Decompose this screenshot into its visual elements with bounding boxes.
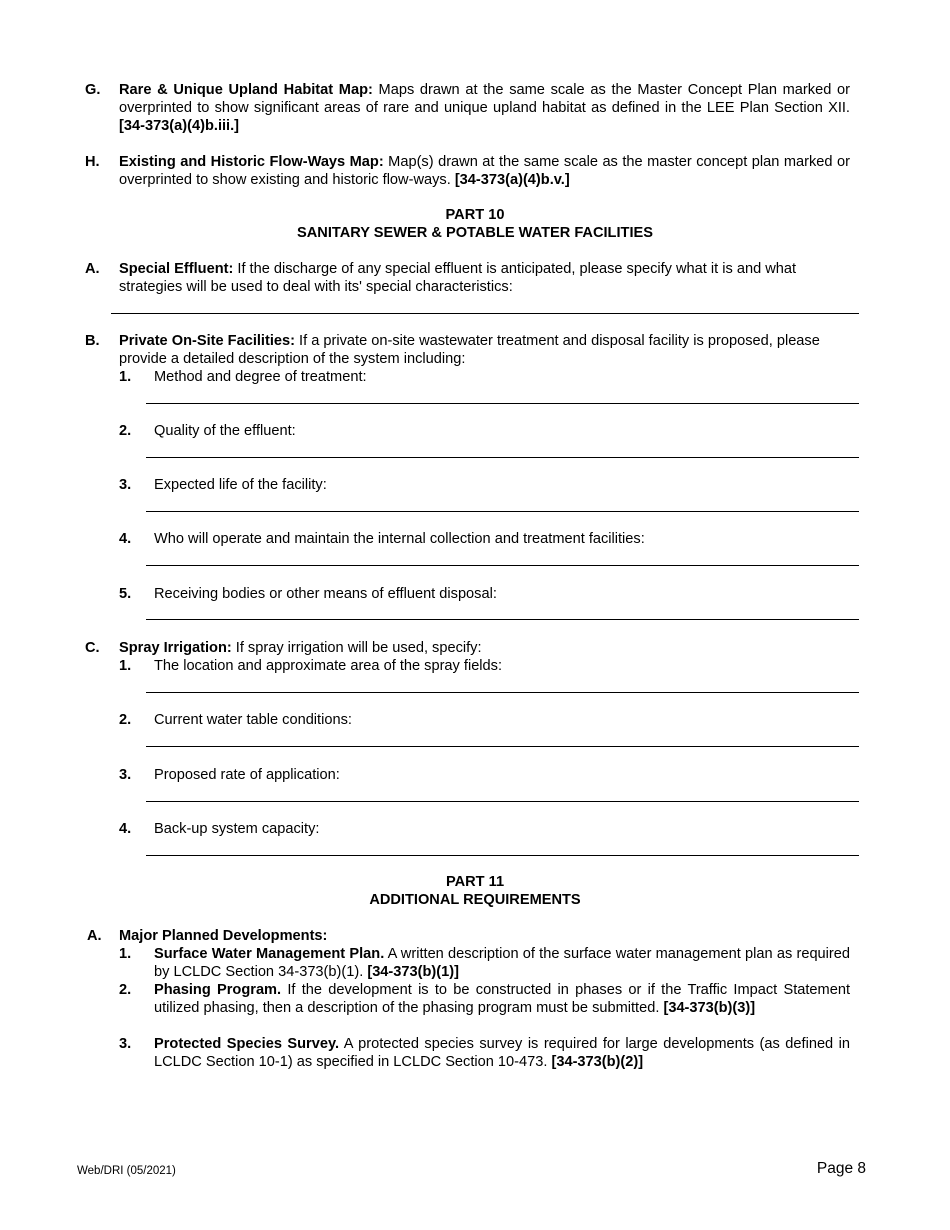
part10-b-item-text: Quality of the effluent: bbox=[154, 423, 296, 439]
section-g-letter: G. bbox=[85, 82, 101, 98]
part10-c-item-num: 1. bbox=[119, 658, 132, 674]
part10-c-item-num: 2. bbox=[119, 712, 132, 728]
section-g-body: Maps drawn at the same scale as the Master Concept Plan marked or overprinted to show significant areas of rare and unique upland habitat as defined in the LEE Plan Section XII. bbox=[119, 82, 850, 116]
part10-c-item-text: Current water table conditions: bbox=[154, 712, 352, 728]
part10-b-item-text: Who will operate and maintain the internal collection and treatment facilities: bbox=[154, 531, 645, 547]
part10-c-item-text: The location and approximate area of the spray fields: bbox=[154, 658, 503, 674]
part10-b-item-answer-line[interactable] bbox=[146, 565, 859, 566]
part11-a-item-text bbox=[154, 981, 850, 1017]
part11-a-item-body: If the development is to be constructed in phases or if the Traffic Impact Statement utilized phasing, then a description of the phasing program must be submitted. bbox=[154, 982, 850, 1016]
part10-a-letter: A. bbox=[85, 261, 100, 277]
part10-c-item-text: Proposed rate of application: bbox=[154, 767, 340, 783]
footer-page-number: Page 8 bbox=[816, 1160, 866, 1177]
section-h-ref: [34-373(a)(4)b.v.] bbox=[454, 172, 570, 188]
part10-c-text bbox=[119, 639, 850, 657]
part10-a-body: If the discharge of any special effluent is anticipated, please specify what it is and what strategies will be used to deal with its' special characteristics: bbox=[119, 261, 797, 295]
part10-c-title: Spray Irrigation: bbox=[119, 640, 232, 656]
part11-a-item-text bbox=[154, 1035, 850, 1071]
part10-b-item-num: 3. bbox=[119, 477, 132, 493]
part11-a-item-num: 3. bbox=[119, 1036, 132, 1052]
part11-a-letter: A. bbox=[87, 928, 102, 944]
part11-a-item-ref: [34-373(b)(3)] bbox=[663, 1000, 756, 1016]
section-g-text bbox=[119, 81, 850, 135]
part10-c-item-answer-line[interactable] bbox=[146, 801, 859, 802]
part11-a-item-text bbox=[154, 945, 850, 981]
part11-heading: PART 11 bbox=[445, 874, 505, 890]
part11-a-item-title: Phasing Program. bbox=[154, 982, 282, 998]
part10-b-title: Private On-Site Facilities: bbox=[119, 333, 295, 349]
part10-b-item-answer-line[interactable] bbox=[146, 403, 859, 404]
part11-a-item-ref: [34-373(b)(1)] bbox=[367, 964, 459, 980]
part11-a-item-num: 2. bbox=[119, 982, 132, 998]
part10-b-letter: B. bbox=[85, 333, 100, 349]
section-g-title: Rare & Unique Upland Habitat Map: bbox=[119, 82, 373, 98]
part10-c-item-answer-line[interactable] bbox=[146, 746, 859, 747]
part10-b-text bbox=[119, 332, 820, 368]
part10-c-item-answer-line[interactable] bbox=[146, 692, 859, 693]
part10-c-body: If spray irrigation will be used, specify: bbox=[231, 640, 482, 656]
part10-a-text bbox=[119, 260, 850, 296]
part11-a-item-ref: [34-373(b)(2)] bbox=[551, 1054, 644, 1070]
part10-c-letter: C. bbox=[85, 640, 100, 656]
part10-b-item-num: 4. bbox=[119, 531, 132, 547]
part11-a-item-num: 1. bbox=[119, 946, 132, 962]
part11-a-item-body: A protected species survey is required for large developments (as defined in LCLDC Section 10-1) as specified in LCLDC Section 10-473. bbox=[154, 1036, 850, 1070]
part11-a-item-title: Protected Species Survey. bbox=[154, 1036, 340, 1052]
part11-subheading: ADDITIONAL REQUIREMENTS bbox=[369, 892, 581, 908]
part10-b-item-text: Method and degree of treatment: bbox=[154, 369, 367, 385]
part10-b-item-num: 2. bbox=[119, 423, 132, 439]
section-h-title: Existing and Historic Flow-Ways Map: bbox=[119, 154, 384, 170]
part11-a-item-title: Surface Water Management Plan. bbox=[154, 946, 385, 962]
part10-b-item-answer-line[interactable] bbox=[146, 619, 859, 620]
part10-b-item-num: 1. bbox=[119, 369, 132, 385]
part10-b-item-answer-line[interactable] bbox=[146, 457, 859, 458]
part11-a-title: Major Planned Developments: bbox=[119, 928, 328, 944]
part10-b-item-answer-line[interactable] bbox=[146, 511, 859, 512]
part10-b-item-text: Expected life of the facility: bbox=[154, 477, 327, 493]
part10-a-title: Special Effluent: bbox=[119, 261, 234, 277]
part10-subheading: SANITARY SEWER & POTABLE WATER FACILITIES bbox=[297, 225, 653, 241]
section-h-body: Map(s) drawn at the same scale as the master concept plan marked or overprinted to show existing and historic flow-ways. bbox=[119, 154, 850, 188]
part11-a-item-body: A written description of the surface water management plan as required by LCLDC Section 34-373(b)(1). bbox=[154, 946, 851, 980]
section-h-text bbox=[119, 153, 850, 189]
section-h-letter: H. bbox=[85, 154, 100, 170]
part10-b-body: If a private on-site wastewater treatment and disposal facility is proposed, please provide a detailed description of the system including: bbox=[119, 333, 820, 367]
part10-heading: PART 10 bbox=[445, 207, 505, 223]
section-g-ref: [34-373(a)(4)b.iii.] bbox=[119, 118, 240, 134]
footer-form-id: Web/DRI (05/2021) bbox=[77, 1165, 176, 1177]
part10-b-item-num: 5. bbox=[119, 586, 132, 602]
part10-c-item-num: 3. bbox=[119, 767, 132, 783]
part10-c-item-answer-line[interactable] bbox=[146, 855, 859, 856]
part10-a-answer-line[interactable] bbox=[111, 313, 859, 314]
part10-c-item-num: 4. bbox=[119, 821, 132, 837]
part10-b-item-text: Receiving bodies or other means of effluent disposal: bbox=[154, 586, 497, 602]
part10-c-item-text: Back-up system capacity: bbox=[154, 821, 320, 837]
